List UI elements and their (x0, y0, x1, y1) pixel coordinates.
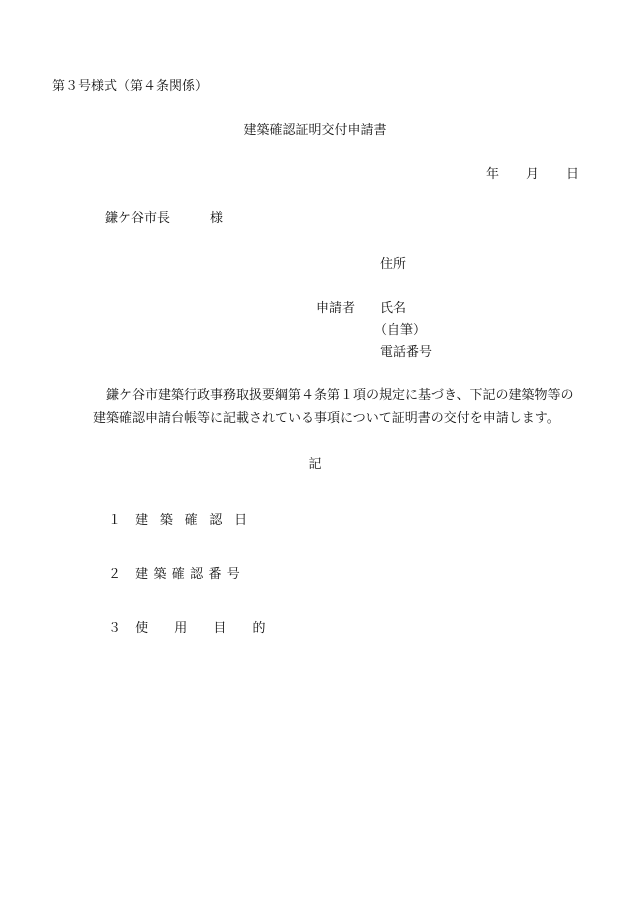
applicant-role: 申請者 (316, 301, 356, 316)
date-line (486, 168, 499, 181)
name-label: 氏名 (380, 301, 407, 316)
date-day-label: 日 (566, 167, 580, 182)
request-line-1: 鎌ケ谷市建築行政事務取扱要綱第４条第１項の規定に基づき、下記の建築物等の (106, 388, 574, 403)
date-year-label: 年 (486, 167, 500, 182)
request-line-2: 建築確認申請台帳等に記載されている事項について証明書の交付を申請します。 (93, 411, 560, 426)
item-label: 使 用 目 的 (135, 621, 277, 636)
request-paragraph (93, 384, 588, 430)
form-number: 第３号様式（第４条関係） (52, 79, 209, 94)
ki-heading: 記 (308, 457, 322, 472)
item-label: 建 築 確 認 日 (135, 513, 251, 528)
addressee-name: 鎌ケ谷市長 (105, 211, 171, 226)
item-label: 建 築 確 認 番 号 (135, 567, 241, 582)
item-number: ２ (108, 567, 122, 582)
item-building-confirmation-number (108, 568, 240, 581)
document-title: 建築確認証明交付申請書 (243, 123, 387, 138)
addressee-honorific: 様 (210, 211, 224, 226)
item-purpose-of-use (108, 622, 277, 635)
address-label: 住所 (380, 257, 407, 272)
signature-note: （自筆） (374, 323, 427, 338)
date-month-label: 月 (526, 167, 540, 182)
phone-label: 電話番号 (380, 345, 433, 360)
item-number: １ (108, 513, 122, 528)
item-building-confirmation-date (108, 514, 251, 527)
item-number: ３ (108, 621, 122, 636)
